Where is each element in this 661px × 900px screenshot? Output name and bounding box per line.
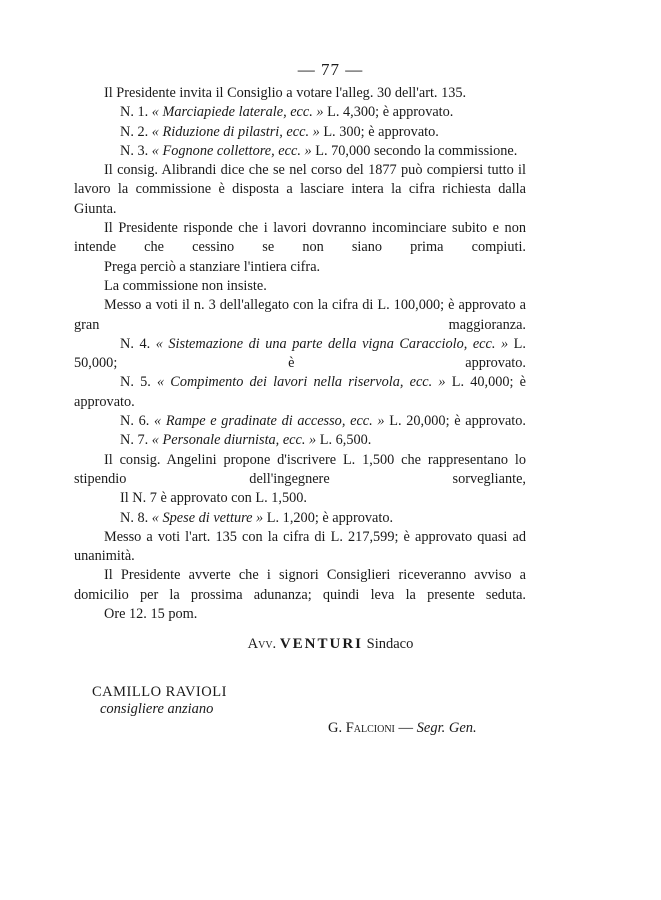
paragraph-angelini: Il consig. Angelini propone d'iscrivere L. 1,500 che rappresentano lo stipendio dell'ingegnere sorvegliante, [74,451,526,487]
paragraph-messo-art135: Messo a voti l'art. 135 con la cifra di L. 217,599; è approvato quasi ad unanimità. [74,528,526,565]
councillor-title: consigliere anziano [100,701,214,717]
secretary-signature [328,720,477,737]
paragraph-presidente-risponde: Il Presidente risponde che i lavori dovranno incominciare subito e non intende che cessino se non siano prima compiuti. [74,220,526,256]
item-n8: N. 8. « Spese di vetture » L. 1,200; è approvato. [120,509,394,526]
body-text [74,84,526,624]
item-n2: N. 2. « Riduzione di pilastri, ecc. » L. 300; è approvato. [120,123,439,140]
paragraph-alibrandi: Il consig. Alibrandi dice che se nel corso del 1877 può compiersi tutto il lavoro la commissione è disposta a lasciare intera la cifra richiesta dalla Giunta. [74,162,526,217]
item-title: « Compimento dei lavori nella riservola, ecc. » [156,374,446,391]
item-title: « Marciapiede laterale, ecc. » [151,104,324,121]
mayor-prefix: Avv. [247,636,277,652]
paragraph-n7-approvato: Il N. 7 è approvato con L. 1,500. [120,490,308,507]
mayor-signature [0,636,661,653]
item-n3: N. 3. « Fognone collettore, ecc. » L. 70,000 secondo la commissione. [120,142,518,159]
item-title: « Fognone collettore, ecc. » [151,142,312,159]
paragraph-ore: Ore 12. 15 pom. [104,606,198,623]
councillor-signature [92,684,227,718]
paragraph-avviso: Il Presidente avverte che i signori Consiglieri riceveranno avviso a domicilio per la prossima adunanza; quindi leva la presente seduta. [74,567,526,603]
item-n1: N. 1. « Marciapiede laterale, ecc. » L. 4,300; è approvato. [120,104,454,121]
item-n6: N. 6. « Rampe e gradinate di accesso, ecc. » L. 20,000; è approvato. [120,413,527,430]
item-title: « Sistemazione di una parte della vigna Caracciolo, ecc. » [155,335,509,352]
mayor-name: VENTURI [279,636,363,652]
secretary-title: Segr. Gen. [416,720,477,736]
item-n5: N. 5. « Compimento dei lavori nella riservola, ecc. » L. 40,000; è approvato. [74,374,526,410]
paragraph-invite: Il Presidente invita il Consiglio a votare l'alleg. 30 dell'art. 135. [104,85,467,101]
paragraph-commissione: La commissione non insiste. [104,277,267,294]
mayor-title: Sindaco [366,636,414,652]
councillor-name: CAMILLO RAVIOLI [92,684,227,700]
item-title: « Personale diurnista, ecc. » [151,432,317,449]
paragraph-prega: Prega perciò a stanziare l'intiera cifra. [104,258,321,275]
secretary-name: G. Falcioni [328,720,395,736]
item-title: « Rampe e gradinate di accesso, ecc. » [154,413,385,430]
paragraph-messo-n3: Messo a voti il n. 3 dell'allegato con la cifra di L. 100,000; è approvato a gran maggioranza. [74,297,526,333]
item-title: « Riduzione di pilastri, ecc. » [151,123,320,140]
item-title: « Spese di vetture » [151,509,264,526]
page-number: — 77 — [297,60,364,79]
item-n7: N. 7. « Personale diurnista, ecc. » L. 6,500. [120,432,372,449]
secretary-separator: — [398,720,414,736]
item-n4: N. 4. « Sistemazione di una parte della vigna Caracciolo, ecc. » L. 50,000; è approvato. [74,335,526,372]
